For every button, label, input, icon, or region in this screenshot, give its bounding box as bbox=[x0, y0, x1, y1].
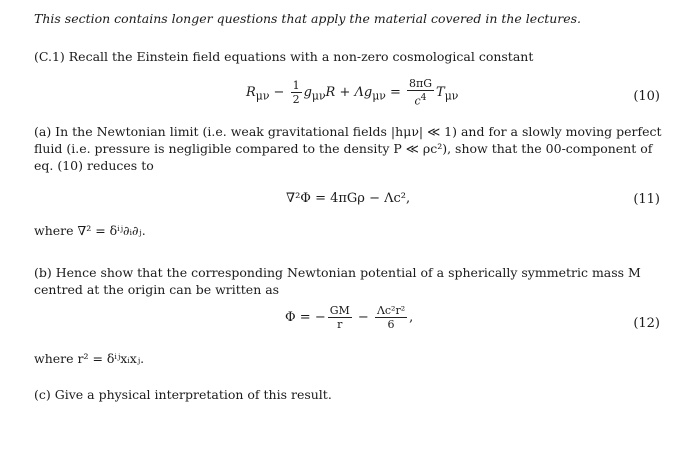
eq10-R-lambda-g: R + Λg bbox=[325, 84, 373, 100]
where-laplacian-text: where ∇² = δⁱʲ∂ᵢ∂ⱼ. bbox=[34, 223, 146, 238]
eq10-equals: = bbox=[385, 84, 405, 100]
question-c1-text: (C.1) Recall the Einstein field equations with a non-zero cosmological constant bbox=[34, 49, 534, 64]
eq12-frac2-num: Λc²r² bbox=[376, 304, 406, 317]
eq12-frac2-den: 6 bbox=[387, 318, 395, 331]
eq10-minus: − bbox=[269, 84, 289, 100]
eq10-half-den: 2 bbox=[292, 92, 300, 106]
eq10-rhs-fraction bbox=[407, 77, 434, 108]
eq10-sub-munu-4: μν bbox=[444, 89, 459, 103]
equation-11: ∇²Φ = 4πGρ − Λc², bbox=[286, 191, 411, 206]
eq10-rhs-num: 8πG bbox=[409, 77, 433, 90]
equation-11-number: (11) bbox=[633, 192, 660, 207]
eq10-half-fraction bbox=[291, 79, 302, 106]
eq12-frac1-den: r bbox=[337, 318, 343, 331]
eq10-g: g bbox=[303, 84, 312, 100]
eq10-sub-munu-2: μν bbox=[311, 89, 326, 103]
eq10-sub-munu-1: μν bbox=[255, 89, 270, 103]
eq12-fraction-lambda bbox=[375, 304, 407, 331]
equation-10 bbox=[246, 77, 458, 108]
part-a-text: (a) In the Newtonian limit (i.e. weak gravitational fields |hμν| ≪ 1) and for a slowly moving perfect fluid (i.e. pressure is negligible compared to the density P ≪ ρc²), show that the 00-component of eq. (10) reduces to bbox=[34, 124, 662, 173]
eq10-half-num: 1 bbox=[292, 78, 300, 92]
equation-10-number: (10) bbox=[633, 89, 660, 104]
eq12-frac1-num: GM bbox=[329, 304, 350, 317]
eq10-c: c bbox=[414, 94, 421, 108]
eq10-sub-munu-3: μν bbox=[372, 89, 386, 103]
eq12-minus: − bbox=[353, 310, 373, 325]
eq10-c-power: 4 bbox=[420, 92, 427, 103]
equation-12 bbox=[285, 304, 413, 331]
part-b-text: (b) Hence show that the corresponding Newtonian potential of a spherically symmetric mass M centred at the origin can be written as bbox=[34, 265, 641, 297]
equation-12-number: (12) bbox=[633, 316, 660, 331]
eq12-fraction-gm-r bbox=[328, 304, 352, 331]
eq12-lhs: Φ = − bbox=[285, 310, 326, 325]
eq10-T: T bbox=[436, 84, 445, 100]
eq10-rhs-den bbox=[413, 91, 429, 108]
intro-text: This section contains longer questions that apply the material covered in the lectures. bbox=[34, 11, 582, 26]
where-r-squared-text: where r² = δⁱʲxᵢxⱼ. bbox=[34, 351, 145, 366]
eq10-R: R bbox=[246, 84, 256, 100]
part-c-text: (c) Give a physical interpretation of this result. bbox=[34, 387, 332, 402]
eq12-comma: , bbox=[409, 310, 414, 325]
